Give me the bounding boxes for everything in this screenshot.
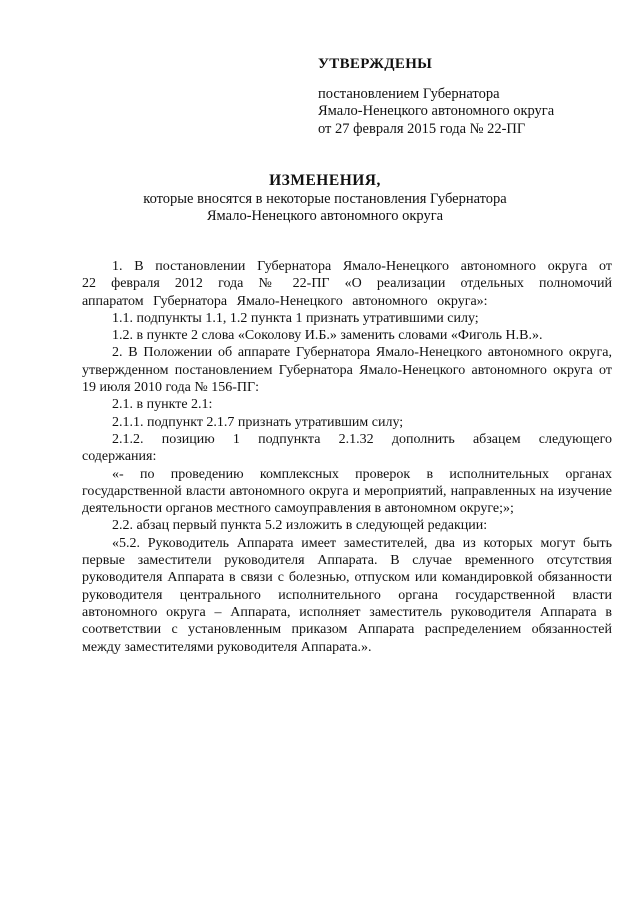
paragraph: «- по проведению комплексных проверок в исполнительных органах государственной власти автономного округа и мероприятий, направленных на изучение деятельности органов местного самоуправления в автономном округе;»; [82, 466, 612, 517]
document-subtitle: которые вносятся в некоторые постановления Губернатора [143, 191, 507, 207]
paragraph: 1.2. в пункте 2 слова «Соколову И.Б.» заменить словами «Фиголь Н.В.». [112, 328, 543, 344]
approval-line: Ямало-Ненецкого автономного округа [318, 103, 555, 119]
document-body [82, 258, 612, 656]
paragraph: 1. В постановлении Губернатора Ямало-Ненецкого автономного округа от 22 февраля 2012 года № 22-ПГ «О реализации отдельных полномочий аппаратом Губернатора Ямало-Ненецкого автономного округа»: [82, 259, 612, 309]
paragraph: 2. В Положении об аппарате Губернатора Ямало-Ненецкого автономного округа, утвержденном постановлением Губернатора Ямало-Ненецкого автономного округа от 19 июля 2010 года № 156-ПГ: [82, 345, 612, 396]
document-title: ИЗМЕНЕНИЯ, [269, 172, 381, 189]
paragraph: «5.2. Руководитель Аппарата имеет заместителей, два из которых могут быть первые заместители руководителя Аппарата. В случае временного отсутствия руководителя Аппарата в связи с болезнью, отпуском или командировкой обязанности руководителя центрального исполнительного органа государственной власти автономного округа – Аппарата, исполняет заместитель руководителя Аппарата в соответствии с установленным приказом Аппарата распределением обязанностей между заместителями руководителя Аппарата.». [82, 535, 612, 655]
paragraph: 1.1. подпункты 1.1, 1.2 пункта 1 признать утратившими силу; [112, 310, 479, 326]
approval-heading: УТВЕРЖДЕНЫ [318, 56, 433, 72]
approval-stamp [318, 56, 618, 138]
paragraph: 2.1.2. позицию 1 подпункта 2.1.32 дополнить абзацем следующего содержания: [82, 431, 612, 465]
paragraph: 2.1. в пункте 2.1: [112, 397, 213, 413]
document-subtitle: Ямало-Ненецкого автономного округа [206, 208, 444, 224]
paragraph: 2.1.1. подпункт 2.1.7 признать утратившим силу; [112, 414, 404, 430]
approval-line: от 27 февраля 2015 года № 22-ПГ [318, 120, 526, 137]
approval-line: постановлением Губернатора [318, 85, 500, 102]
paragraph: 2.2. абзац первый пункта 5.2 изложить в следующей редакции: [112, 518, 488, 534]
document-title-block [80, 172, 570, 225]
